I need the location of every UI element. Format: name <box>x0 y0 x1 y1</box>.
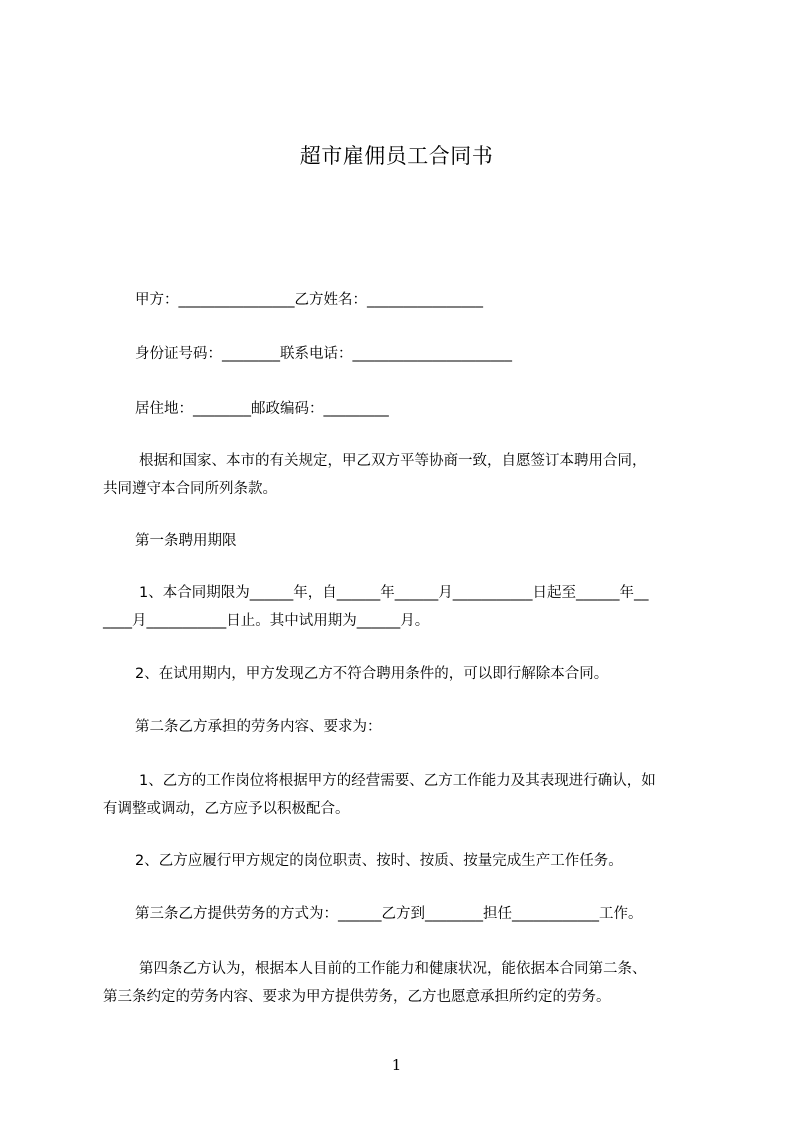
article-1-item-2: 2、在试用期内，甲方发现乙方不符合聘用条件的，可以即行解除本合同。 <box>135 666 609 682</box>
article-3-line: 第三条乙方提供劳务的方式为：______乙方到________担任____________工作。 <box>135 906 643 922</box>
preamble-line-1: 根据和国家、本市的有关规定，甲乙双方平等协商一致，自愿签订本聘用合同， <box>139 453 647 469</box>
article-4-line-1: 第四条乙方认为，根据本人目前的工作能力和健康状况，能依据本合同第二条、 <box>139 961 647 977</box>
article-1-item-1-line-1: 1、本合同期限为______年，自______年______月___________日起至______年__ <box>139 585 649 601</box>
document-title: 超市雇佣员工合同书 <box>299 144 494 168</box>
article-4-line-2: 第三条约定的劳务内容、要求为甲方提供劳务，乙方也愿意承担所约定的劳务。 <box>103 989 611 1005</box>
id-phone-line: 身份证号码：________联系电话：______________________ <box>135 346 512 362</box>
preamble-line-2: 共同遵守本合同所列条款。 <box>103 481 277 497</box>
party-a-line: 甲方：________________乙方姓名：________________ <box>135 292 483 308</box>
article-1-item-1-line-2: ____月___________日止。其中试用期为______月。 <box>103 613 430 629</box>
article-2-item-1-line-1: 1、乙方的工作岗位将根据甲方的经营需要、乙方工作能力及其表现进行确认，如 <box>139 773 656 789</box>
address-line: 居住地：________邮政编码：_________ <box>135 401 389 417</box>
article-2-item-1-line-2: 有调整或调动，乙方应予以积极配合。 <box>103 801 350 817</box>
article-1-heading: 第一条聘用期限 <box>135 533 237 549</box>
article-2-item-2: 2、乙方应履行甲方规定的岗位职责、按时、按质、按量完成生产工作任务。 <box>135 853 623 869</box>
article-2-heading: 第二条乙方承担的劳务内容、要求为： <box>135 719 382 735</box>
page-number: 1 <box>391 1056 402 1074</box>
